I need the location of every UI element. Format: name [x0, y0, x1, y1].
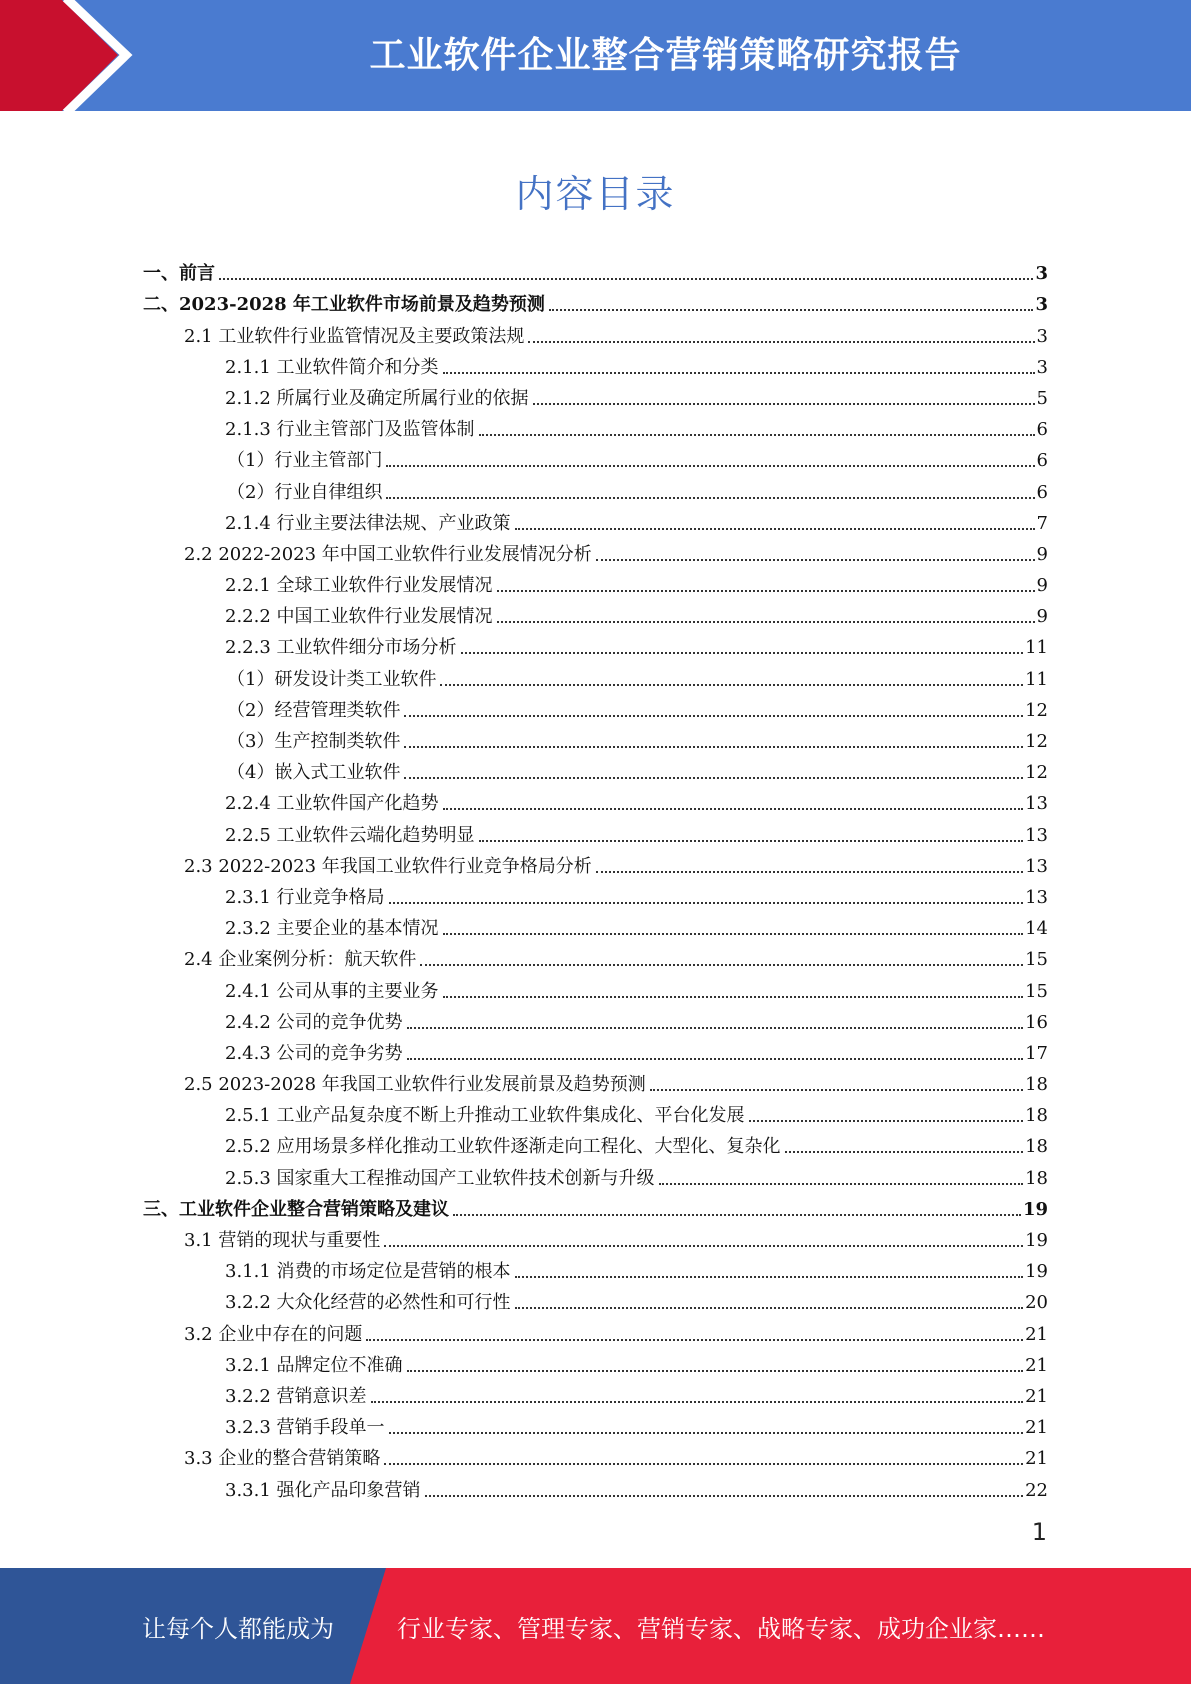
toc-entry[interactable]: [143, 1439, 1048, 1470]
dot-leader: [404, 777, 1023, 779]
toc-entry[interactable]: [143, 722, 1048, 753]
toc-entry-title: 3.1 营销的现状与重要性: [184, 1230, 381, 1251]
dot-leader: [386, 465, 1034, 467]
toc-entry-title: 2.5.3 国家重大工程推动国产工业软件技术创新与升级: [225, 1167, 655, 1189]
dot-leader: [443, 808, 1024, 810]
toc-entry-page: 7: [1036, 512, 1048, 534]
dot-leader: [443, 372, 1035, 374]
toc-entry[interactable]: [143, 1221, 1048, 1252]
toc-entry-page: 19: [1022, 1198, 1048, 1220]
toc-entry[interactable]: [143, 1065, 1048, 1096]
toc-entry-title: 2.5.2 应用场景多样化推动工业软件逐渐走向工程化、大型化、复杂化: [225, 1136, 781, 1158]
toc-entry-title: 2.1 工业软件行业监管情况及主要政策法规: [184, 325, 525, 347]
dot-leader: [404, 715, 1023, 717]
toc-entry[interactable]: [143, 379, 1048, 410]
toc-entry[interactable]: [143, 566, 1048, 597]
toc-entry-title: 3.2.3 营销手段单一: [225, 1417, 385, 1439]
table-of-contents: [143, 254, 1048, 1502]
toc-entry-page: 21: [1025, 1417, 1048, 1439]
toc-entry-page: 19: [1025, 1230, 1048, 1251]
toc-entry[interactable]: [143, 1096, 1048, 1127]
toc-entry-page: 3: [1036, 325, 1048, 347]
toc-entry[interactable]: [143, 847, 1048, 878]
toc-entry-title: 3.2 企业中存在的问题: [184, 1323, 363, 1345]
toc-entry[interactable]: [143, 815, 1048, 846]
dot-leader: [479, 840, 1024, 842]
toc-entry[interactable]: [143, 784, 1048, 815]
toc-entry[interactable]: [143, 285, 1048, 316]
toc-entry[interactable]: [143, 691, 1048, 722]
toc-entry[interactable]: [143, 659, 1048, 690]
toc-entry-page: 3: [1035, 263, 1048, 285]
dot-leader: [515, 1307, 1024, 1309]
toc-entry-title: 2.3.1 行业竞争格局: [225, 886, 385, 908]
toc-entry[interactable]: [143, 1346, 1048, 1377]
toc-entry[interactable]: [143, 1283, 1048, 1314]
dot-leader: [443, 996, 1024, 998]
toc-entry[interactable]: [143, 1127, 1048, 1158]
toc-entry-title: （2）经营管理类软件: [227, 699, 401, 721]
dot-leader: [366, 1339, 1023, 1341]
dot-leader: [497, 590, 1035, 592]
toc-entry[interactable]: [143, 753, 1048, 784]
toc-entry-title: 2.4.1 公司从事的主要业务: [225, 980, 439, 1002]
red-chevron-icon: [0, 0, 160, 111]
toc-entry-title: 二、2023-2028 年工业软件市场前景及趋势预测: [143, 294, 545, 316]
toc-entry-title: 3.1.1 消费的市场定位是营销的根本: [225, 1261, 511, 1283]
dot-leader: [440, 684, 1023, 686]
toc-entry-title: 2.1.4 行业主要法律法规、产业政策: [225, 512, 511, 534]
dot-leader: [384, 1245, 1023, 1247]
report-title: 工业软件企业整合营销策略研究报告: [369, 34, 962, 76]
toc-entry-title: 2.3 2022-2023 年我国工业软件行业竞争格局分析: [184, 855, 592, 877]
dot-leader: [596, 559, 1035, 561]
toc-entry-page: 13: [1025, 855, 1048, 877]
toc-entry[interactable]: [143, 1034, 1048, 1065]
toc-entry-title: 2.3.2 主要企业的基本情况: [225, 918, 439, 940]
footer-slogan-left: 让每个人都能成为: [142, 1614, 334, 1643]
toc-entry-page: 9: [1036, 606, 1048, 628]
toc-entry-title: 3.2.1 品牌定位不准确: [225, 1354, 403, 1376]
toc-entry[interactable]: [143, 535, 1048, 566]
toc-entry-page: 19: [1025, 1261, 1048, 1283]
toc-entry-title: （4）嵌入式工业软件: [227, 762, 401, 784]
toc-entry[interactable]: [143, 597, 1048, 628]
toc-entry[interactable]: [143, 348, 1048, 379]
dot-leader: [785, 1151, 1024, 1153]
dot-leader: [407, 1370, 1024, 1372]
dot-leader: [549, 309, 1034, 311]
toc-entry-page: 9: [1036, 543, 1048, 565]
toc-entry-title: 2.5 2023-2028 年我国工业软件行业发展前景及趋势预测: [184, 1074, 646, 1096]
toc-entry-page: 12: [1025, 699, 1048, 721]
toc-entry-title: （1）研发设计类工业软件: [227, 668, 437, 690]
dot-leader: [384, 1463, 1023, 1465]
toc-title: 内容目录: [515, 172, 676, 216]
toc-entry[interactable]: [143, 1377, 1048, 1408]
toc-entry-title: 3.2.2 大众化经营的必然性和可行性: [225, 1292, 511, 1314]
dot-leader: [443, 933, 1024, 935]
toc-entry-page: 16: [1025, 1011, 1048, 1033]
dot-leader: [219, 278, 1033, 280]
toc-entry-title: 3.3 企业的整合营销策略: [184, 1448, 381, 1470]
toc-entry-title: 2.4 企业案例分析：航天软件: [184, 949, 417, 971]
toc-entry-title: 3.3.1 强化产品印象营销: [225, 1479, 421, 1501]
toc-entry[interactable]: [143, 316, 1048, 347]
toc-entry-page: 6: [1036, 481, 1048, 503]
dot-leader: [528, 341, 1034, 343]
toc-entry[interactable]: [143, 1470, 1048, 1501]
toc-entry[interactable]: [143, 254, 1048, 285]
dot-leader: [371, 1401, 1024, 1403]
toc-entry[interactable]: [143, 628, 1048, 659]
toc-entry-title: 2.1.1 工业软件简介和分类: [225, 356, 439, 378]
toc-entry-title: （1）行业主管部门: [227, 450, 383, 472]
toc-entry-page: 12: [1025, 762, 1048, 784]
toc-entry-page: 18: [1025, 1105, 1048, 1127]
toc-entry[interactable]: [143, 410, 1048, 441]
toc-entry-page: 21: [1025, 1323, 1048, 1345]
toc-entry[interactable]: [143, 1408, 1048, 1439]
toc-entry-page: 13: [1025, 886, 1048, 908]
dot-leader: [515, 1276, 1024, 1278]
toc-entry-title: （2）行业自律组织: [227, 481, 383, 503]
toc-entry-title: 2.2.2 中国工业软件行业发展情况: [225, 606, 493, 628]
toc-entry-title: 2.4.3 公司的竞争劣势: [225, 1042, 403, 1064]
dot-leader: [515, 528, 1035, 530]
toc-entry-title: 2.1.3 行业主管部门及监管体制: [225, 419, 475, 441]
dot-leader: [461, 652, 1024, 654]
toc-entry-title: 2.2.3 工业软件细分市场分析: [225, 637, 457, 659]
toc-entry-page: 3: [1036, 356, 1048, 378]
toc-entry-page: 15: [1025, 949, 1048, 971]
toc-entry-page: 11: [1025, 637, 1048, 659]
toc-entry-page: 17: [1025, 1042, 1048, 1064]
dot-leader: [749, 1120, 1024, 1122]
header-band: [0, 0, 1191, 111]
dot-leader: [389, 902, 1024, 904]
toc-entry[interactable]: [143, 1252, 1048, 1283]
toc-entry-page: 20: [1025, 1292, 1048, 1314]
toc-entry-page: 18: [1025, 1074, 1048, 1096]
toc-entry[interactable]: [143, 940, 1048, 971]
toc-entry-page: 21: [1025, 1354, 1048, 1376]
dot-leader: [389, 1432, 1024, 1434]
toc-entry-page: 22: [1025, 1479, 1048, 1501]
dot-leader: [596, 871, 1023, 873]
toc-entry-page: 21: [1025, 1448, 1048, 1470]
dot-leader: [404, 746, 1023, 748]
dot-leader: [425, 1495, 1024, 1497]
dot-leader: [407, 1058, 1024, 1060]
toc-entry[interactable]: [143, 1190, 1048, 1221]
toc-entry[interactable]: [143, 909, 1048, 940]
dot-leader: [497, 621, 1035, 623]
dot-leader: [386, 497, 1034, 499]
toc-entry-page: 13: [1025, 793, 1048, 815]
toc-entry-title: 2.4.2 公司的竞争优势: [225, 1011, 403, 1033]
toc-entry-page: 18: [1025, 1136, 1048, 1158]
dot-leader: [407, 1027, 1024, 1029]
toc-entry-page: 13: [1025, 824, 1048, 846]
toc-entry[interactable]: [143, 878, 1048, 909]
dot-leader: [533, 403, 1035, 405]
toc-entry[interactable]: [143, 1158, 1048, 1189]
toc-entry-title: 三、工业软件企业整合营销策略及建议: [143, 1198, 449, 1220]
dot-leader: [453, 1214, 1021, 1216]
toc-entry-page: 6: [1036, 419, 1048, 441]
toc-entry-title: （3）生产控制类软件: [227, 731, 401, 752]
toc-entry-page: 18: [1025, 1167, 1048, 1189]
dot-leader: [659, 1183, 1024, 1185]
toc-entry-title: 2.2.4 工业软件国产化趋势: [225, 793, 439, 815]
toc-entry-page: 21: [1025, 1385, 1048, 1407]
dot-leader: [420, 964, 1023, 966]
page-number: 1: [1031, 1518, 1047, 1546]
toc-entry-page: 3: [1035, 294, 1048, 316]
toc-entry-page: 15: [1025, 980, 1048, 1002]
dot-leader: [650, 1089, 1023, 1091]
toc-entry-page: 11: [1025, 668, 1048, 690]
toc-entry[interactable]: [143, 441, 1048, 472]
toc-entry-title: 2.2.5 工业软件云端化趋势明显: [225, 824, 475, 846]
toc-entry-page: 6: [1036, 450, 1048, 472]
toc-entry[interactable]: [143, 504, 1048, 535]
footer-band: [0, 1568, 1191, 1684]
toc-entry-page: 12: [1025, 731, 1048, 752]
toc-entry-page: 14: [1025, 918, 1048, 940]
toc-entry[interactable]: [143, 472, 1048, 503]
toc-entry-title: 2.2 2022-2023 年中国工业软件行业发展情况分析: [184, 543, 592, 565]
toc-entry-title: 2.1.2 所属行业及确定所属行业的依据: [225, 387, 529, 409]
toc-entry[interactable]: [143, 1314, 1048, 1345]
toc-entry-title: 一、前言: [143, 263, 215, 285]
toc-entry-page: 9: [1036, 575, 1048, 597]
toc-entry[interactable]: [143, 1003, 1048, 1034]
dot-leader: [479, 434, 1035, 436]
toc-entry-title: 2.5.1 工业产品复杂度不断上升推动工业软件集成化、平台化发展: [225, 1105, 745, 1127]
toc-entry-page: 5: [1036, 387, 1048, 409]
toc-entry-title: 2.2.1 全球工业软件行业发展情况: [225, 575, 493, 597]
toc-entry-title: 3.2.2 营销意识差: [225, 1385, 367, 1407]
footer-slogan-right: 行业专家、管理专家、营销专家、战略专家、成功企业家……: [397, 1614, 1045, 1643]
toc-entry[interactable]: [143, 971, 1048, 1002]
